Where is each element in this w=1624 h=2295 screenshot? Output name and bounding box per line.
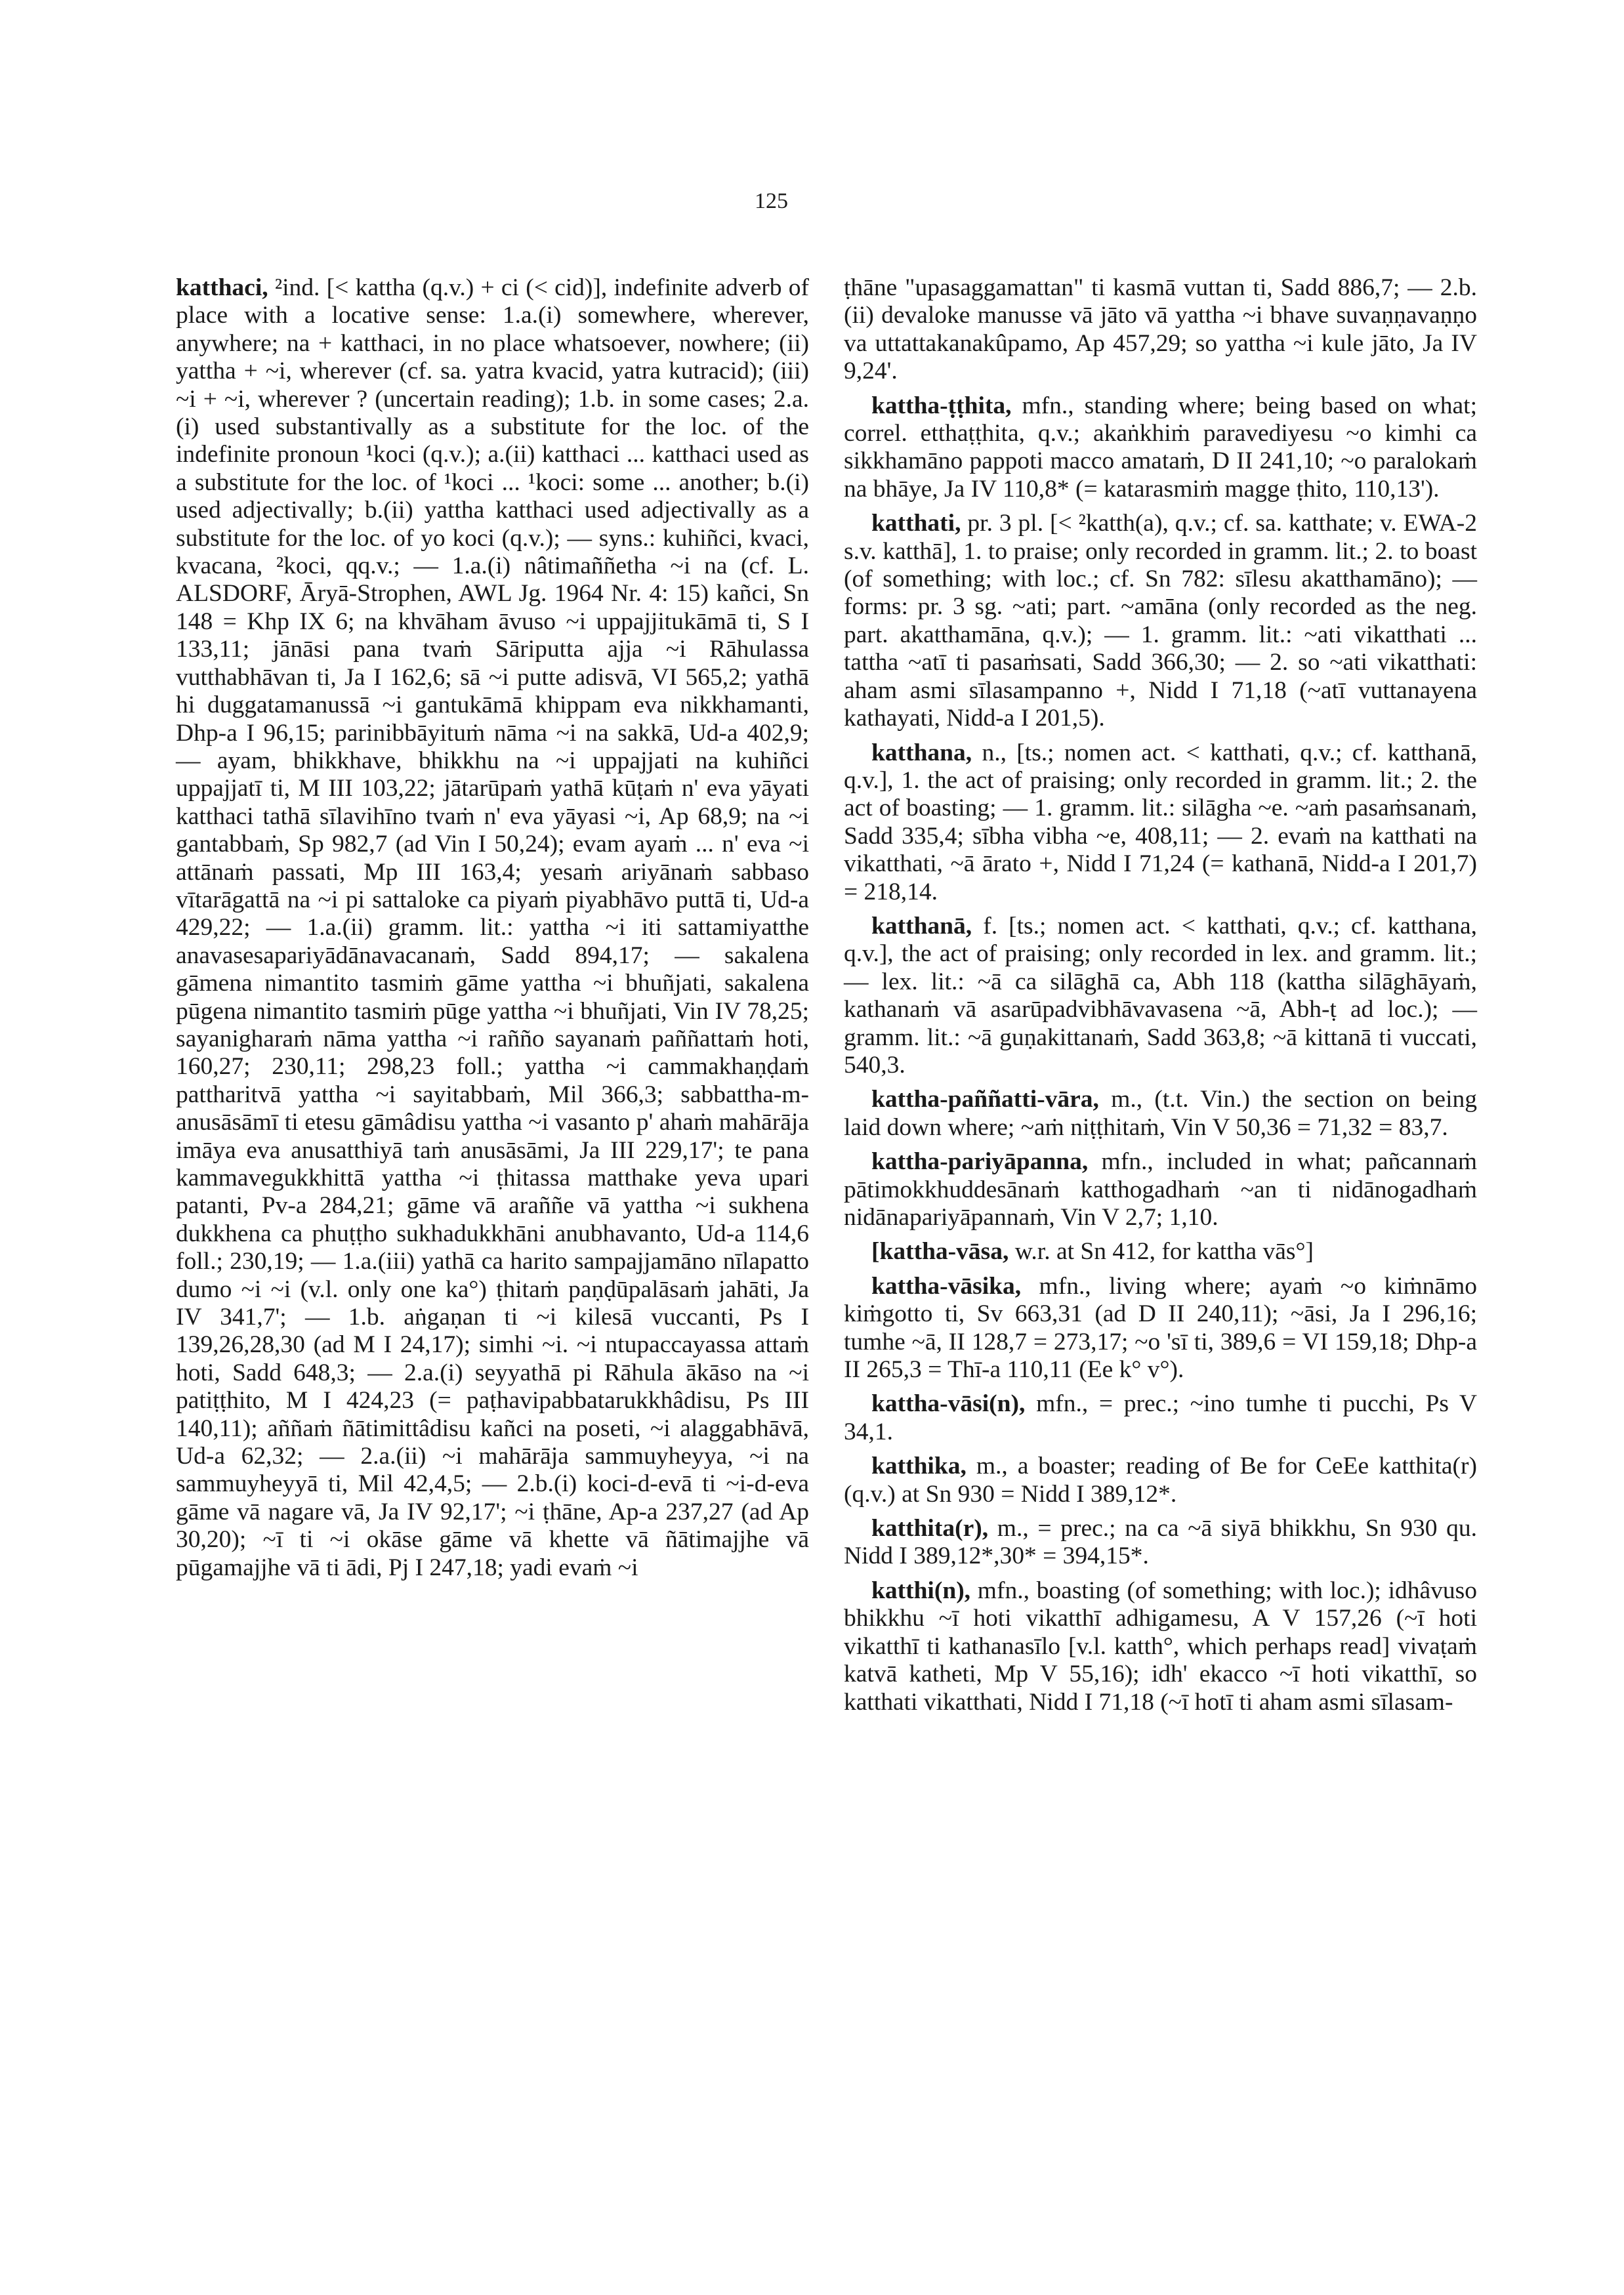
- entry-body: w.r. at Sn 412, for kattha vās°]: [1014, 1238, 1314, 1266]
- entry: [844, 739, 1477, 906]
- entry-body: mfn., included in what; pañcannaṁ pātimokkhuddesānaṁ katthogadhaṁ ~an ti nidānogadhaṁ nidānapariyāpannaṁ, Vin V 2,7; 1,10.: [844, 1148, 1478, 1231]
- entry-body: pr. 3 pl. [< ²katth(a), q.v.; cf. sa. katthate; v. EWA-2 s.v. katthā], 1. to praise; only recorded in gramm. lit.; 2. to boast (of something; with loc.; cf. Sn 782: sīlesu akatthamāno); — forms: pr. 3 sg. ~ati; part. ~amāna (only recorded as the neg. part. akatthamāna, q.v.); — 1. gramm. lit.: ~ati vikatthati ... tattha ~atī ti pasaṁsati, Sadd 366,30; — 2. so ~ati vikatthati: aham asmi sīlasampanno +, Nidd I 71,18 (~atī vuttanayena kathayati, Nidd-a I 201,5).: [844, 510, 1478, 732]
- entry-headword: kattha-vāsika,: [871, 1272, 1022, 1300]
- entry: [844, 1148, 1477, 1231]
- entry-headword: katthati,: [871, 510, 961, 537]
- page-number: 125: [755, 189, 788, 213]
- entry-headword: katthi(n),: [871, 1577, 971, 1604]
- entry: [844, 1453, 1477, 1508]
- entry-headword: [kattha-vāsa,: [871, 1238, 1009, 1266]
- entry-headword: katthita(r),: [871, 1515, 989, 1542]
- entry-body: mfn., living where; ayaṁ ~o kiṁnāmo kiṁgotto ti, Sv 663,31 (ad D II 240,11); ~āsi, Ja I 296,16; tumhe ~ā, II 128,7 = 273,17; ~o 'sī ti, 389,6 = VI 159,18; Dhp-a II 265,3 = Thī-a 110,11 (Ee k° v°).: [844, 1272, 1477, 1384]
- entry: [844, 1577, 1477, 1716]
- entry-headword: kattha-vāsi(n),: [871, 1390, 1026, 1418]
- entry-body: mfn., = prec.; ~ino tumhe ti pucchi, Ps V 34,1.: [844, 1390, 1477, 1445]
- entry-body: mfn., standing where; being based on what; correl. etthaṭṭhita, q.v.; akaṅkhiṁ paravediyesu ~o kimhi ca sikkhamāno pappoti macco amataṁ, D II 241,10; ~o paralokaṁ na bhāye, Ja IV 110,8* (= katarasmiṁ magge ṭhito, 110,13').: [844, 392, 1477, 503]
- entry-body: m., (t.t. Vin.) the section on being laid down where; ~aṁ niṭṭhitaṁ, Vin V 50,36 = 71,32 = 83,7.: [844, 1086, 1477, 1141]
- entry-body: m., = prec.; na ca ~ā siyā bhikkhu, Sn 930 qu. Nidd I 389,12*,30* = 394,15*.: [844, 1515, 1478, 1570]
- entry: [844, 913, 1477, 1079]
- entry-headword: katthana,: [871, 739, 972, 766]
- entry-headword: kattha-ṭṭhita,: [871, 392, 1012, 419]
- entry: [844, 274, 1477, 386]
- entry: [844, 392, 1477, 504]
- entry-body: n., [ts.; nomen act. < katthati, q.v.; cf. katthanā, q.v.], 1. the act of praising; only recorded in gramm. lit.; 2. the act of boasting; — 1. gramm. lit.: silāgha ~e. ~aṁ pasaṁsanaṁ, Sadd 335,4; sībha vibha ~e, 408,11; — 2. evaṁ na katthati na vikatthati, ~ā ārato +, Nidd I 71,24 (= kathanā, Nidd-a I 201,7) = 218,14.: [844, 739, 1478, 905]
- entry-body: ²ind. [< kattha (q.v.) + ci (< cid)], indefinite adverb of place with a locative sense: 1.a.(i) somewhere, wherever, anywhere; na + katthaci, in no place whatsoever, nowhere; (ii) yattha + ~i, wherever (cf. sa. yatra kvacid, yatra kutracid); (iii) ~i + ~i, wherever ? (uncertain reading); 1.b. in some cases; 2.a.(i) used substantivally as a substitute for the loc. of the indefinite pronoun ¹koci (q.v.); a.(ii) katthaci ... katthaci used as a substitute for the loc. of ¹koci ... ¹koci: some ... another; b.(i) used adjectivally; b.(ii) yattha katthaci used adjectivally as a substitute for the loc. of yo koci (q.v.); — syns.: kuhiñci, kvaci, kvacana, ²koci, qq.v.; — 1.a.(i) nâtimaññetha ~i na (cf. L. ALSDORF, Āryā-Strophen, AWL Jg. 1964 Nr. 4: 15) kañci, Sn 148 = Khp IX 6; na khvāham āvuso ~i uppajjitukāmā ti, S I 133,11; jānāsi pana tvaṁ Sāriputta ajja ~i Rāhulassa vutthabhāvan ti, Ja I 162,6; sā ~i putte adisvā, VI 565,2; yathā hi duggatamanussā ~i gantukāmā khippam eva nikkhamanti, Dhp-a I 96,15; parinibbāyituṁ nāma ~i na sakkā, Ud-a 402,9; — ayam, bhikkhave, bhikkhu na ~i uppajjati na kuhiñci uppajjatī ti, M III 103,22; jātarūpaṁ yathā kūṭaṁ n' eva yāyati katthaci tathā sīlavihīno tvaṁ n' eva yāyasi ~i, Ap 68,9; na ~i gantabbaṁ, Sp 982,7 (ad Vin I 50,24); evam ayaṁ ... n' eva ~i attānaṁ passati, Mp III 163,4; yesaṁ ariyānaṁ sabbaso vītarāgattā na ~i pi sattaloke ca piyaṁ piyabhāvo puttā ti, Ud-a 429,22; — 1.a.(ii) gramm. lit.: yattha ~i iti sattamiyatthe anavasesapariyādānavacanaṁ, Sadd 894,17; — sakalena gāmena nimantito tasmiṁ gāme yattha ~i bhuñjati, sakalena pūgena nimantito tasmiṁ pūge yattha ~i bhuñjati, Vin IV 78,25; sayanigharaṁ nāma yattha ~i rañño sayanaṁ paññattaṁ hoti, 160,27; 230,11; 298,23 foll.; yattha ~i cammakhaṇḍaṁ pattharitvā yattha ~i sayitabbaṁ, Mil 366,3; sabbattha-m-anusāsāmī ti etesu gāmâdisu yattha ~i vasanto p' ahaṁ mahārāja imāya eva anusatthiyā taṁ anusāsāmi, Ja III 229,17'; te pana kammavegukkhittā yattha ~i ṭhitassa matthake yeva upari patanti, Pv-a 284,21; gāme vā araññe vā yattha ~i sukhena dukkhena ca phuṭṭho sukhadukkhāni anubhavanto, Ud-a 114,6 foll.; 230,19; — 1.a.(iii) yathā ca harito sampajjamāno nīlapatto dumo ~i ~i (v.l. only one ka°) ṭhitaṁ paṇḍūpalāsaṁ jahāti, Ja IV 341,7'; — 1.b. aṅgaṇan ti ~i kilesā vuccanti, Ps I 139,26,28,30 (ad M I 24,17); simhi ~i. ~i ntupaccayassa attaṁ hoti, Sadd 648,3; — 2.a.(i) seyyathā pi Rāhula ākāso na ~i patiṭṭhito, M I 424,23 (= paṭhavipabbatarukkhâdisu, Ps III 140,11); aññaṁ ñātimittâdisu kañci na poseti, ~i alaggabhāvā, Ud-a 62,32; — 2.a.(ii) ~i mahārāja sammuyheyya, ~i na sammuyheyyā ti, Mil 42,4,5; — 2.b.(i) koci-d-evā ti ~i-d-eva gāme vā nagare vā, Ja IV 92,17'; ~i ṭhāne, Ap-a 237,27 (ad Ap 30,20); ~ī ti ~i okāse gāme vā khette vā ñātimajjhe vā pūgamajjhe vā ti ādi, Pj I 247,18; yadi evaṁ ~i: [176, 274, 809, 1581]
- entry-headword: katthika,: [871, 1453, 967, 1480]
- entry-body: mfn., boasting (of something; with loc.); idhâvuso bhikkhu ~ī hoti vikatthī adhigamesu, A V 157,26 (~ī hoti vikatthī ti kathanasīlo [v.l. katth°, which perhaps read] vivaṭaṁ katvā katheti, Mp V 55,16); idh' ekacco ~ī hoti vikatthī, so katthati vikatthati, Nidd I 71,18 (~ī hotī ti aham asmi sīlasam-: [844, 1577, 1477, 1716]
- entry-headword: kattha-paññatti-vāra,: [871, 1086, 1099, 1113]
- entry: [844, 1086, 1477, 1142]
- left-column: [176, 274, 809, 1582]
- entry: [844, 1390, 1477, 1446]
- entry: [844, 1238, 1477, 1266]
- entry-headword: katthaci,: [176, 274, 268, 301]
- entry: [844, 1273, 1477, 1384]
- entry-body: m., a boaster; reading of Be for CeEe katthita(r) (q.v.) at Sn 930 = Nidd I 389,12*.: [844, 1453, 1477, 1508]
- entry: [844, 1515, 1477, 1571]
- entry-headword: katthanā,: [871, 912, 972, 940]
- right-column: [844, 274, 1477, 1716]
- entry: [176, 274, 809, 1582]
- entry: [844, 510, 1477, 732]
- entry-body: f. [ts.; nomen act. < katthati, q.v.; cf. katthana, q.v.], the act of praising; only recorded in lex. and gramm. lit.; — lex. lit.: ~ā ca silāghā ca, Abh 118 (kattha silāghāyaṁ, kathanaṁ vā asarūpadvibhāvavasena ~ā, Abh-ṭ ad loc.); — gramm. lit.: ~ā guṇakittanaṁ, Sadd 363,8; ~ā kittanā ti vuccati, 540,3.: [844, 912, 1477, 1079]
- entry-body: ṭhāne "upasaggamattan" ti kasmā vuttan ti, Sadd 886,7; — 2.b.(ii) devaloke manusse vā jāto vā yattha ~i bhave suvaṇṇavaṇṇo va uttattakanakûpamo, Ap 457,29; so yattha ~i kule jāto, Ja IV 9,24'.: [844, 274, 1477, 385]
- entry-headword: kattha-pariyāpanna,: [871, 1148, 1089, 1176]
